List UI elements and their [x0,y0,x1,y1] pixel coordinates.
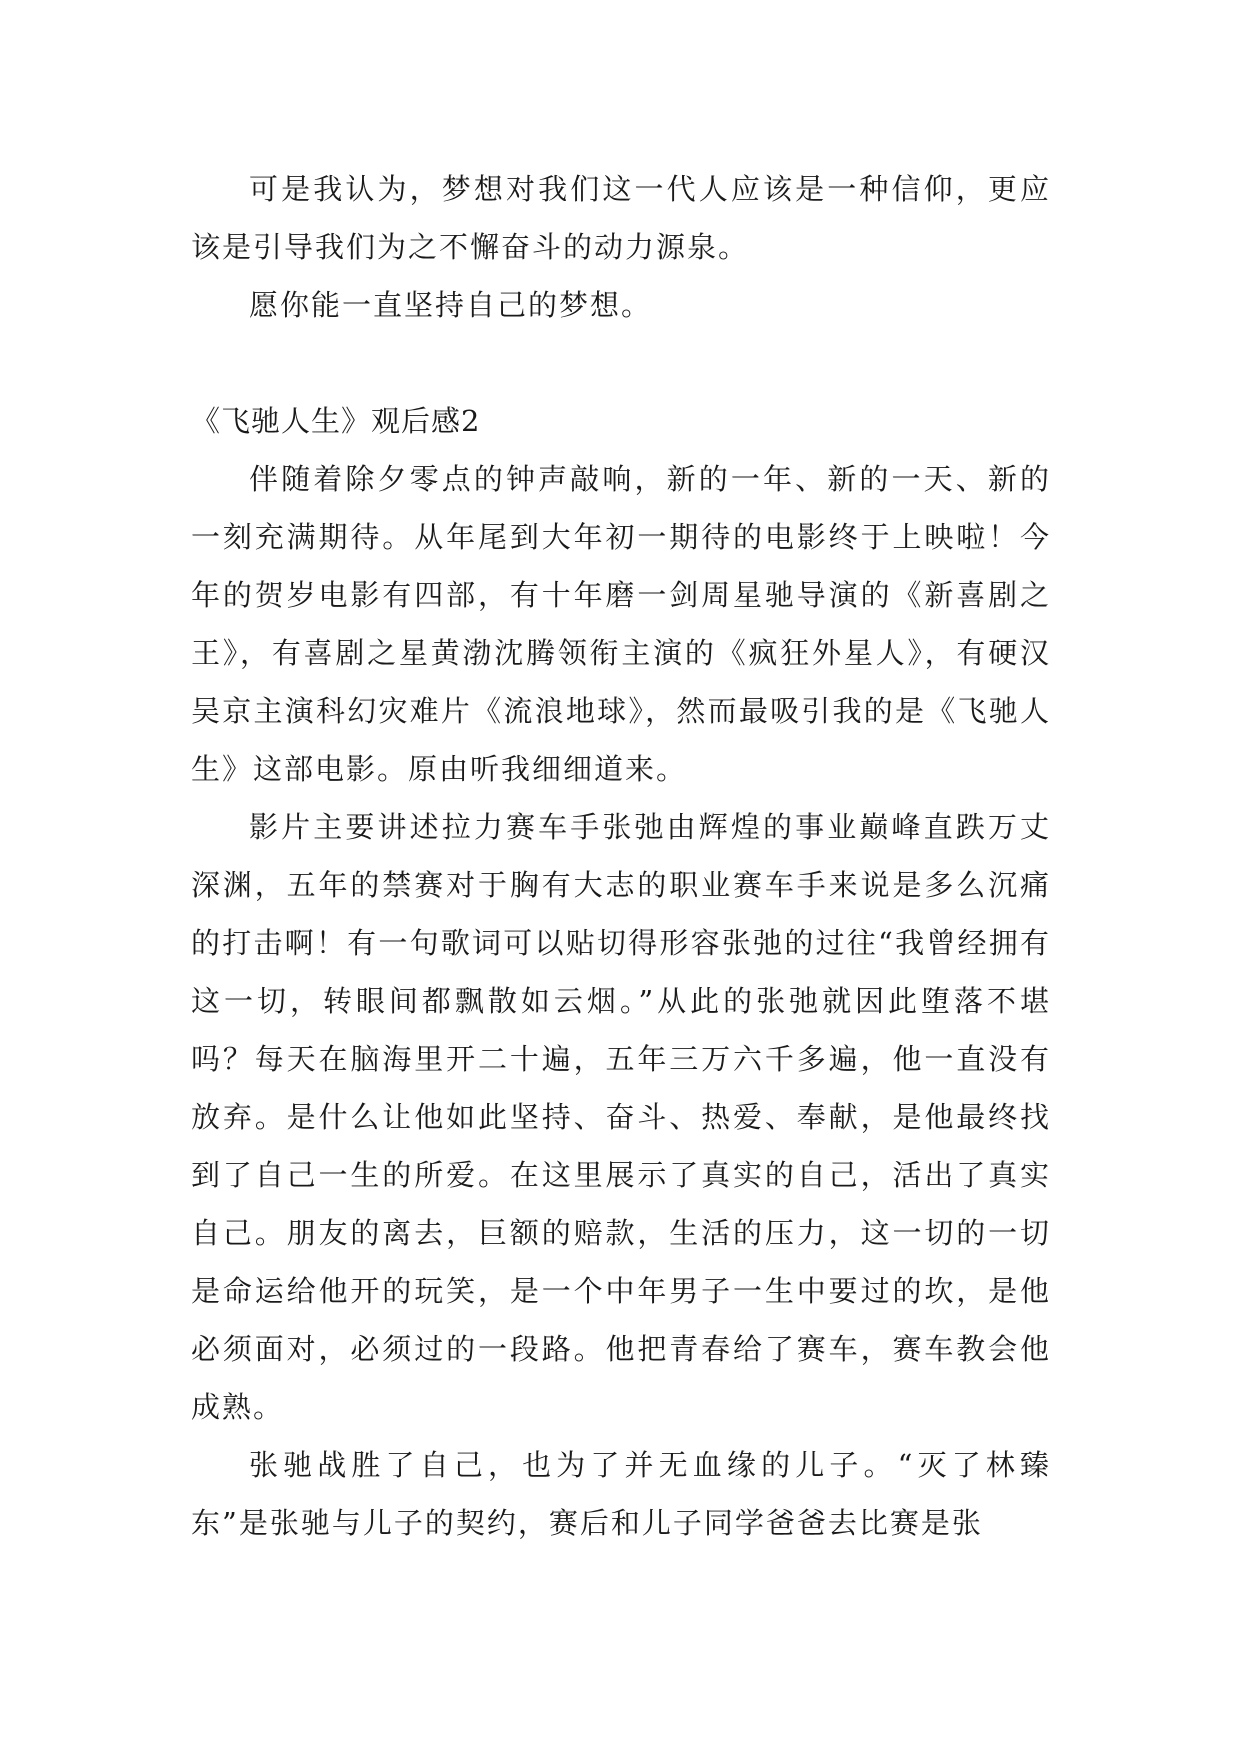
body-paragraph: 张驰战胜了自己，也为了并无血缘的儿子。“灭了林臻东”是张驰与儿子的契约，赛后和儿子同学爸爸去比赛是张 [191,1448,1051,1540]
body-paragraph: 伴随着除夕零点的钟声敲响，新的一年、新的一天、新的一刻充满期待。从年尾到大年初一期待的电影终于上映啦！今年的贺岁电影有四部，有十年磨一剑周星驰导演的《新喜剧之王》，有喜剧之星黄渤沈腾领衔主演的《疯狂外星人》，有硬汉吴京主演科幻灾难片《流浪地球》，然而最吸引我的是《飞驰人生》这部电影。原由听我细细道来。 [191,462,1051,786]
intro-paragraph: 愿你能一直坚持自己的梦想。 [249,288,653,322]
body-paragraph: 影片主要讲述拉力赛车手张弛由辉煌的事业巅峰直跌万丈深渊，五年的禁赛对于胸有大志的职业赛车手来说是多么沉痛的打击啊！有一句歌词可以贴切得形容张弛的过往“我曾经拥有这一切，转眼间都飘散如云烟。”从此的张弛就因此堕落不堪吗？每天在脑海里开二十遍，五年三万六千多遍，他一直没有放弃。是什么让他如此坚持、奋斗、热爱、奉献，是他最终找到了自己一生的所爱。在这里展示了真实的自己，活出了真实自己。朋友的离去，巨额的赔款，生活的压力，这一切的一切是命运给他开的玩笑，是一个中年男子一生中要过的坎，是他必须面对，必须过的一段路。他把青春给了赛车，赛车教会他成熟。 [191,810,1051,1424]
intro-paragraph: 可是我认为，梦想对我们这一代人应该是一种信仰，更应该是引导我们为之不懈奋斗的动力源泉。 [191,172,1051,264]
document-page [191,160,1051,1552]
section-title: 《飞驰人生》观后感2 [191,404,481,438]
